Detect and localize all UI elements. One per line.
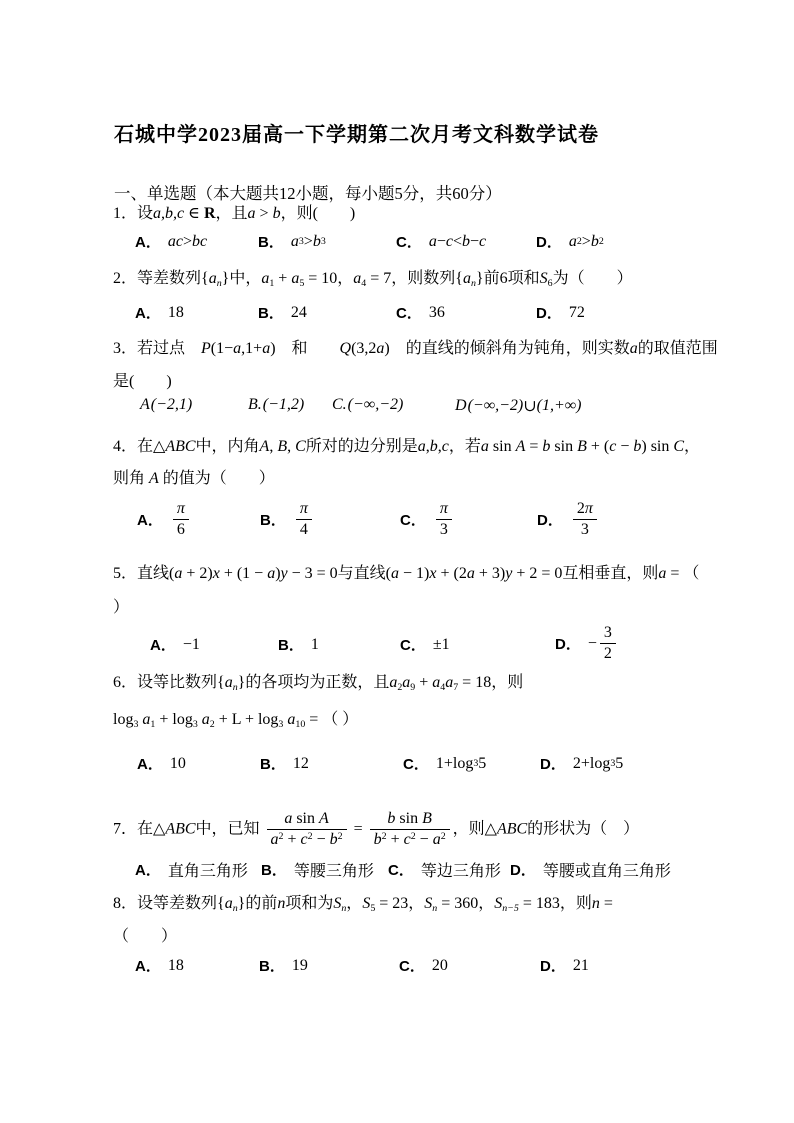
option-b <box>260 753 309 774</box>
question-7-stem: 7．在△ABC中，已知 $\frac{\text{a sin A}}{a^2 + c^2 - b^2}$ = $\frac{\text{b sin B}}{b^2 + c^2 - a^2}$ ，则△ABC的形状为（ ） <box>113 810 640 849</box>
option-value: a − c < b − c <box>428 232 487 250</box>
option-label: D． <box>510 862 536 879</box>
option-label: B． <box>258 234 284 251</box>
question-4-options <box>113 500 794 546</box>
option-c <box>399 955 448 976</box>
option-label: C． <box>396 305 422 322</box>
option-label: B． <box>258 305 284 322</box>
option-c <box>396 302 445 323</box>
option-a <box>135 858 248 881</box>
question-1-stem: 1．设a,b,c ∈ R，且a > b，则( ) <box>113 205 356 222</box>
page-title: 石城中学2023届高一下学期第二次月考文科数学试卷 <box>114 124 599 146</box>
question-4-stem-line-1: 4．在△ABC中，内角A, B, C所对的边分别是a,b,c，若a sin A = b sin B + (c − b) sin C， <box>113 438 701 455</box>
option-label: A． <box>135 862 161 879</box>
option-c <box>396 231 486 252</box>
option-label: B. <box>248 396 262 413</box>
option-label: D． <box>555 636 581 654</box>
option-a <box>140 396 192 414</box>
option-label: A． <box>137 512 163 530</box>
option-value: 12 <box>292 754 309 772</box>
option-label: A． <box>135 234 161 251</box>
option-a <box>150 634 200 655</box>
option-value: 18 <box>167 303 184 321</box>
question-8-stem-line-2: （ ） <box>113 928 178 945</box>
option-b <box>278 634 319 655</box>
option-a <box>135 302 184 323</box>
option-value: (−∞,−2) ∪ (1,+∞) <box>467 397 582 415</box>
option-label: D． <box>537 512 563 530</box>
question-8-options <box>113 955 794 985</box>
option-label: B． <box>260 512 286 530</box>
option-value: 10 <box>169 754 186 772</box>
question-5-stem-line-1: 5．直线(a + 2)x + (1 − a)y − 3 = 0与直线(a − 1)x + (2a + 3)y + 2 = 0互相垂直，则a = （ <box>113 565 700 582</box>
question-6-stem-line-1: 6．设等比数列{an}的各项均为正数，且a2a9 + a4a7 = 18，则 <box>113 674 524 693</box>
option-value: ac > bc <box>167 232 208 250</box>
option-d <box>540 955 589 976</box>
option-label: C． <box>400 637 426 654</box>
option-b <box>259 955 308 976</box>
option-label: B． <box>278 637 304 654</box>
question-4-stem-line-2: 则角 A 的值为（ ） <box>113 470 275 487</box>
option-label: C． <box>396 234 422 251</box>
option-label: C． <box>399 958 425 975</box>
question-6-stem-line-2: log3 a1 + log3 a2 + L + log3 a10 = （ ） <box>113 711 359 730</box>
option-label: C. <box>332 396 347 413</box>
option-d <box>536 302 585 323</box>
question-3-options <box>113 396 794 426</box>
option-label: D． <box>536 234 562 251</box>
option-c <box>332 396 403 414</box>
option-b <box>248 396 304 414</box>
option-value: − $\frac{3}{2}$ <box>588 624 619 664</box>
option-d <box>555 624 619 664</box>
option-value: 等边三角形 <box>420 863 501 880</box>
option-label: A <box>140 396 150 413</box>
option-value: (−2,1) <box>150 396 193 413</box>
question-1-options <box>113 231 794 261</box>
option-a <box>137 500 192 540</box>
option-b <box>258 302 307 323</box>
option-c <box>400 634 450 655</box>
option-label: B． <box>260 756 286 773</box>
option-value: $\frac{2\pi}{3}$ <box>570 500 600 540</box>
option-value: 72 <box>568 303 585 321</box>
option-label: D． <box>536 305 562 322</box>
option-a <box>135 955 184 976</box>
option-value: 18 <box>167 956 184 974</box>
question-6-options <box>113 753 794 783</box>
option-c <box>403 753 486 774</box>
option-a <box>135 231 207 252</box>
option-value: 1 <box>310 635 319 653</box>
option-d <box>455 396 581 416</box>
option-label: B． <box>261 862 287 879</box>
option-a <box>137 753 186 774</box>
question-5-stem-line-2: ） <box>113 599 130 616</box>
option-value: 直角三角形 <box>167 863 248 880</box>
option-value: $\frac{\pi}{6}$ <box>170 500 192 540</box>
option-label: A． <box>137 756 163 773</box>
option-d <box>540 753 623 774</box>
option-value: a 3 > b 3 <box>290 232 326 250</box>
question-7-options <box>113 858 794 888</box>
option-value: 36 <box>428 303 445 321</box>
option-label: A． <box>135 305 161 322</box>
option-value: a 2 > b 2 <box>568 232 604 250</box>
option-b <box>260 500 315 540</box>
option-value: ±1 <box>432 635 450 653</box>
option-value: (−∞,−2) <box>347 396 404 413</box>
option-value: 20 <box>431 956 448 974</box>
option-value: (−1,2) <box>262 396 305 413</box>
option-c <box>388 858 501 881</box>
question-8-stem-line-1: 8．设等差数列{an}的前n项和为Sn，S5 = 23，Sn = 360，Sn−5 = 183，则n = <box>113 895 613 914</box>
option-label: D． <box>540 958 566 975</box>
option-value: 1+log 3 5 <box>435 754 487 772</box>
option-label: D． <box>540 756 566 773</box>
option-b <box>258 231 326 252</box>
option-value: 19 <box>291 956 308 974</box>
question-2-options <box>113 302 794 332</box>
question-2-stem: 2．等差数列{an}中，a1 + a5 = 10，a4 = 7，则数列{an}前6项和S6为（ ） <box>113 270 633 289</box>
option-value: −1 <box>182 635 200 653</box>
option-label: C． <box>388 862 414 879</box>
option-b <box>261 858 374 881</box>
option-c <box>400 500 455 540</box>
option-d <box>510 858 671 881</box>
question-3-stem-line-1: 3．若过点 P(1−a,1+a) 和 Q(3,2a) 的直线的倾斜角为钝角，则实数a的取值范围 <box>113 340 718 357</box>
option-label: A． <box>150 637 176 654</box>
option-label: C． <box>400 512 426 530</box>
option-value: 24 <box>290 303 307 321</box>
option-d <box>536 231 604 252</box>
option-value: 等腰三角形 <box>293 863 374 880</box>
option-value: 等腰或直角三角形 <box>542 863 671 880</box>
section-header: 一、单选题（本大题共12小题，每小题5分，共60分） <box>114 184 502 203</box>
option-label: D <box>455 397 467 414</box>
option-label: C． <box>403 756 429 773</box>
question-3-stem-line-2: 是( ) <box>113 373 172 390</box>
option-value: $\frac{\pi}{3}$ <box>433 500 455 540</box>
option-d <box>537 500 600 540</box>
option-label: B． <box>259 958 285 975</box>
option-value: 21 <box>572 956 589 974</box>
option-value: $\frac{\pi}{4}$ <box>293 500 315 540</box>
option-value: 2+log 3 5 <box>572 754 624 772</box>
option-label: A． <box>135 958 161 975</box>
